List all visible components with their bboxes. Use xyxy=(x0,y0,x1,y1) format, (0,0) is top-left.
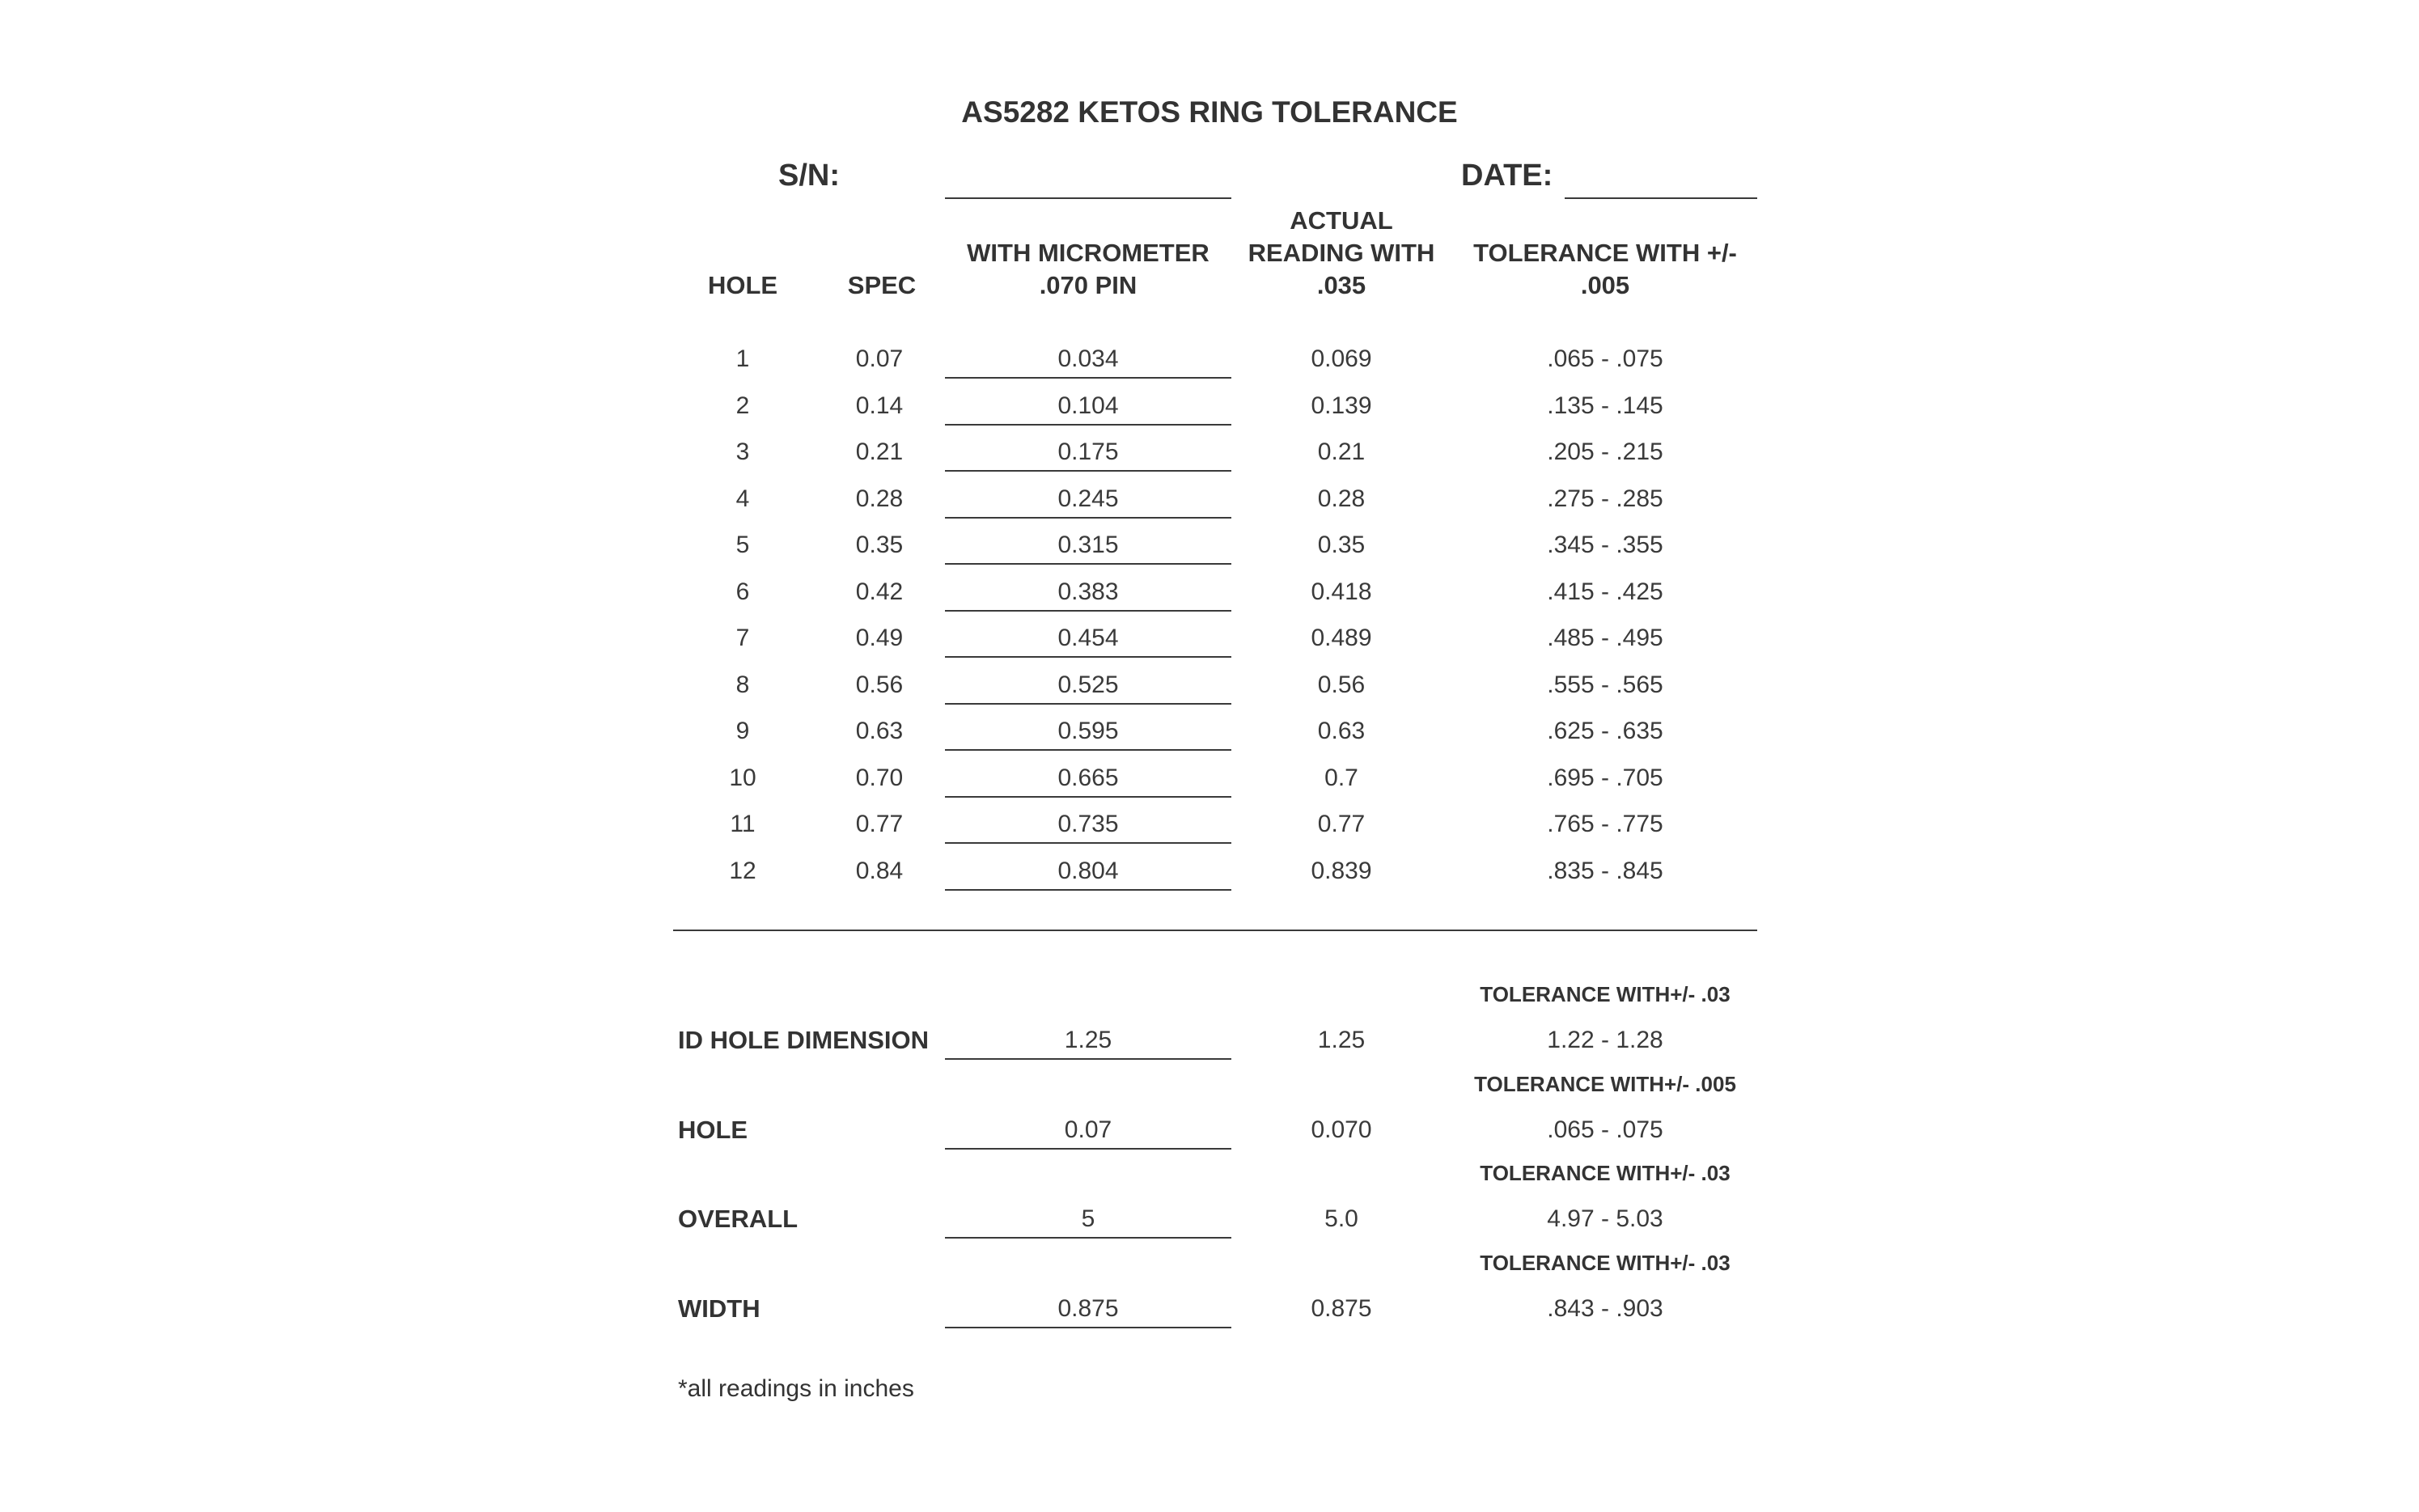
underline xyxy=(945,377,1231,379)
dimension-label: WIDTH xyxy=(678,1294,760,1323)
dimension-measured: 0.07 xyxy=(1064,1116,1112,1143)
header-actual-line2: READING WITH xyxy=(1248,239,1435,267)
micrometer-reading: 0.804 xyxy=(1057,857,1119,884)
header-tolerance xyxy=(1443,237,1767,302)
micrometer-reading: 0.595 xyxy=(1057,718,1119,744)
dimension-measured-field[interactable] xyxy=(945,1024,1231,1057)
actual-reading: 0.418 xyxy=(1311,578,1372,605)
micrometer-reading-field[interactable] xyxy=(945,715,1231,748)
micrometer-reading: 0.245 xyxy=(1057,485,1119,512)
micrometer-reading-field[interactable] xyxy=(945,436,1231,468)
header-spec: SPEC xyxy=(847,271,917,299)
tolerance-range: .485 - .495 xyxy=(1547,625,1663,651)
dimension-measured: 0.875 xyxy=(1057,1294,1119,1322)
hole-number: 2 xyxy=(735,392,750,419)
underline xyxy=(945,1327,1231,1328)
header-micrometer-line1: WITH MICROMETER xyxy=(967,239,1210,267)
hole-spec: 0.70 xyxy=(855,764,904,791)
actual-reading: 0.56 xyxy=(1317,671,1366,698)
micrometer-reading: 0.665 xyxy=(1057,764,1119,791)
hole-spec: 0.56 xyxy=(855,671,904,698)
underline xyxy=(945,1237,1231,1239)
underline xyxy=(945,656,1231,658)
dimension-measured-field[interactable] xyxy=(945,1114,1231,1146)
header-actual xyxy=(1236,205,1447,302)
dimension-measured-field[interactable] xyxy=(945,1293,1231,1325)
tolerance-range: .765 - .775 xyxy=(1547,811,1663,837)
header-micrometer-line2: .070 PIN xyxy=(1039,271,1137,299)
micrometer-reading: 0.175 xyxy=(1057,438,1119,465)
underline xyxy=(945,796,1231,798)
hole-spec: 0.14 xyxy=(855,392,904,419)
header-hole: HOLE xyxy=(707,271,778,299)
underline xyxy=(945,703,1231,705)
actual-reading: 0.35 xyxy=(1317,532,1366,558)
micrometer-reading: 0.104 xyxy=(1057,392,1119,419)
actual-reading: 0.63 xyxy=(1317,718,1366,744)
hole-spec: 0.42 xyxy=(855,578,904,605)
dimension-tolerance-range: .843 - .903 xyxy=(1547,1294,1663,1322)
tolerance-range: .695 - .705 xyxy=(1547,764,1663,791)
dimension-measured: 5 xyxy=(1081,1205,1095,1232)
actual-reading: 0.839 xyxy=(1311,857,1372,884)
hole-spec: 0.63 xyxy=(855,718,904,744)
hole-spec: 0.07 xyxy=(855,345,904,372)
micrometer-reading-field[interactable] xyxy=(945,669,1231,701)
tolerance-range: .625 - .635 xyxy=(1547,718,1663,744)
dimension-tolerance-header: TOLERANCE WITH+/- .03 xyxy=(1480,1250,1731,1275)
section-divider xyxy=(673,930,1757,931)
header-actual-line1: ACTUAL xyxy=(1290,206,1393,235)
tolerance-range: .135 - .145 xyxy=(1547,392,1663,419)
actual-reading: 0.7 xyxy=(1324,764,1358,791)
dimension-label: HOLE xyxy=(678,1115,748,1144)
hole-spec: 0.77 xyxy=(855,811,904,837)
micrometer-reading-field[interactable] xyxy=(945,622,1231,654)
hole-number: 4 xyxy=(735,485,750,512)
micrometer-reading: 0.525 xyxy=(1057,671,1119,698)
dimension-label: ID HOLE DIMENSION xyxy=(678,1026,930,1054)
hole-number: 1 xyxy=(735,345,750,372)
micrometer-reading-field[interactable] xyxy=(945,855,1231,887)
underline xyxy=(945,424,1231,426)
hole-number: 11 xyxy=(730,811,756,837)
micrometer-reading-field[interactable] xyxy=(945,576,1231,608)
hole-number: 5 xyxy=(735,532,750,558)
actual-reading: 0.28 xyxy=(1317,485,1366,512)
hole-spec: 0.35 xyxy=(855,532,904,558)
underline xyxy=(945,470,1231,472)
hole-number: 9 xyxy=(735,718,750,744)
underline xyxy=(945,1148,1231,1150)
hole-spec: 0.21 xyxy=(855,438,904,465)
dimension-tolerance-header: TOLERANCE WITH+/- .03 xyxy=(1480,982,1731,1006)
header-tolerance-line2: .005 xyxy=(1580,271,1630,299)
micrometer-reading: 0.315 xyxy=(1057,532,1119,558)
dimension-actual: 5.0 xyxy=(1324,1205,1358,1232)
underline xyxy=(945,517,1231,519)
dimension-tolerance-header: TOLERANCE WITH+/- .03 xyxy=(1480,1161,1731,1185)
hole-number: 3 xyxy=(735,438,750,465)
dimension-actual: 1.25 xyxy=(1317,1027,1366,1053)
tolerance-range: .555 - .565 xyxy=(1547,671,1663,698)
actual-reading: 0.21 xyxy=(1317,438,1366,465)
dimension-measured: 1.25 xyxy=(1064,1027,1112,1053)
tolerance-range: .345 - .355 xyxy=(1547,532,1663,558)
page-title: AS5282 KETOS RING TOLERANCE xyxy=(961,95,1458,129)
underline xyxy=(945,1058,1231,1060)
footnote: *all readings in inches xyxy=(678,1375,914,1402)
dimension-tolerance-range: 4.97 - 5.03 xyxy=(1547,1205,1663,1232)
dimension-actual: 0.875 xyxy=(1311,1294,1372,1322)
dimension-tolerance-header: TOLERANCE WITH+/- .005 xyxy=(1474,1071,1736,1096)
micrometer-reading-field[interactable] xyxy=(945,529,1231,561)
hole-number: 10 xyxy=(729,764,756,791)
micrometer-reading: 0.034 xyxy=(1057,345,1119,372)
header-tolerance-line1: TOLERANCE WITH +/- xyxy=(1473,239,1737,267)
tolerance-range: .205 - .215 xyxy=(1547,438,1663,465)
micrometer-reading-field[interactable] xyxy=(945,390,1231,422)
actual-reading: 0.489 xyxy=(1311,625,1372,651)
date-label: DATE: xyxy=(1461,159,1553,193)
actual-reading: 0.139 xyxy=(1311,392,1372,419)
header-micrometer xyxy=(945,237,1231,302)
header-actual-line3: .035 xyxy=(1316,271,1366,299)
dimension-label: OVERALL xyxy=(678,1205,799,1233)
dimension-tolerance-range: 1.22 - 1.28 xyxy=(1547,1027,1663,1053)
micrometer-reading-field[interactable] xyxy=(945,483,1231,515)
micrometer-reading-field[interactable] xyxy=(945,343,1231,375)
underline xyxy=(945,610,1231,612)
dimension-actual: 0.070 xyxy=(1311,1116,1372,1143)
serial-number-field[interactable] xyxy=(945,197,1231,199)
actual-reading: 0.77 xyxy=(1317,811,1366,837)
underline xyxy=(945,842,1231,844)
tolerance-range: .065 - .075 xyxy=(1547,345,1663,372)
hole-spec: 0.84 xyxy=(855,857,904,884)
serial-number-label: S/N: xyxy=(778,159,840,193)
dimension-measured-field[interactable] xyxy=(945,1203,1231,1235)
dimension-tolerance-range: .065 - .075 xyxy=(1547,1116,1663,1143)
micrometer-reading: 0.383 xyxy=(1057,578,1119,605)
underline xyxy=(945,889,1231,891)
hole-number: 6 xyxy=(735,578,750,605)
hole-spec: 0.28 xyxy=(855,485,904,512)
actual-reading: 0.069 xyxy=(1311,345,1372,372)
micrometer-reading-field[interactable] xyxy=(945,808,1231,841)
micrometer-reading: 0.454 xyxy=(1057,625,1119,651)
underline xyxy=(945,563,1231,565)
tolerance-range: .835 - .845 xyxy=(1547,857,1663,884)
hole-number: 8 xyxy=(735,671,750,698)
hole-spec: 0.49 xyxy=(855,625,904,651)
date-field[interactable] xyxy=(1565,197,1757,199)
tolerance-range: .415 - .425 xyxy=(1547,578,1663,605)
hole-number: 12 xyxy=(729,857,756,884)
micrometer-reading-field[interactable] xyxy=(945,762,1231,794)
hole-number: 7 xyxy=(735,625,750,651)
micrometer-reading: 0.735 xyxy=(1057,811,1119,837)
tolerance-range: .275 - .285 xyxy=(1547,485,1663,512)
underline xyxy=(945,749,1231,751)
